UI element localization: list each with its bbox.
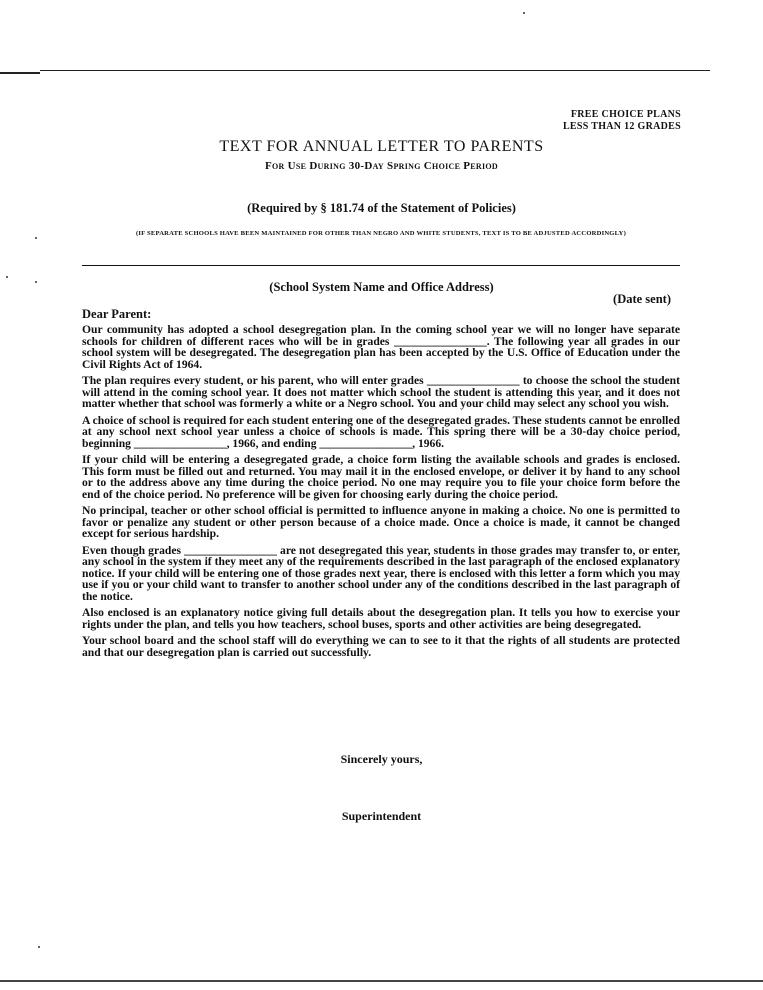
date-sent: (Date sent) xyxy=(613,292,671,306)
scan-edge-top xyxy=(0,72,40,74)
document-title: TEXT FOR ANNUAL LETTER TO PARENTS xyxy=(219,138,544,155)
signature-title: Superintendent xyxy=(341,809,422,823)
horizontal-rule xyxy=(82,265,680,266)
paragraph-6: Even though grades ________________ are not desegregated this year, students in those grades may transfer to, or enter, any school in the system if they meet any of the requirements described in the last paragraph of the enclosed explanatory notice. If your child will be entering one of those grades next year, there is enclosed with this letter a form which you may use if you or your child want to transfer to another school under any of the conditions described in the last paragraph of the notice. xyxy=(82,543,680,603)
scan-speck xyxy=(6,276,8,278)
required-note: (Required by § 181.74 of the Statement of Policies) xyxy=(247,201,516,215)
school-system-name: (School System Name and Office Address) xyxy=(269,280,494,294)
plan-type-line-1: FREE CHOICE PLANS xyxy=(570,109,681,120)
paragraph-7: Also enclosed is an explanatory notice giving full details about the desegregation plan. It tells you how to exercise your rights under the plan, and tells you how teachers, school buses, sports and other activities are being desegregated. xyxy=(82,606,680,631)
plan-type-line-2: LESS THAN 12 GRADES xyxy=(562,121,681,132)
plan-type-header xyxy=(563,109,681,133)
scan-speck xyxy=(35,237,37,239)
closing: Sincerely yours, xyxy=(340,752,423,766)
scan-speck xyxy=(38,946,40,948)
scan-line-bottom xyxy=(0,980,763,982)
document-subtitle: For Use During 30-Day Spring Choice Period xyxy=(264,160,499,172)
paragraph-2: The plan requires every student, or his parent, who will enter grades ________________ to choose the school the student will attend in the coming school year. It does not matter which school the student is attending this year, and it does not matter whether that school was formerly a white or a Negro school. You and your child may select any school you wish. xyxy=(82,374,680,410)
paragraph-4: If your child will be entering a desegregated grade, a choice form listing the available schools and grades is enclosed. This form must be filled out and returned. You may mail it in the enclosed envelope, or deliver it by hand to any school or to the address above any time during the choice period. No one may require you to file your choice form before the end of the choice period. No preference will be given for choosing early during the choice period. xyxy=(82,453,680,501)
scan-line-top xyxy=(40,70,710,71)
paragraph-5: No principal, teacher or other school official is permitted to influence anyone in making a choice. No one is permitted to favor or penalize any student or other person because of a choice made. Once a choice is made, it cannot be changed except for serious hardship. xyxy=(82,504,680,540)
paragraph-8: Your school board and the school staff will do everything we can to see to it that the rights of all students are protected and that our desegregation plan is carried out successfully. xyxy=(82,634,680,659)
salutation: Dear Parent: xyxy=(82,307,152,321)
paragraph-1: Our community has adopted a school desegregation plan. In the coming school year we will no longer have separate schools for children of different races who will be in grades ________________. The following year all grades in our school system will be desegregated. The desegregation plan has been accepted by the U.S. Office of Education under the Civil Rights Act of 1964. xyxy=(82,323,680,371)
adjustment-note: (IF SEPARATE SCHOOLS HAVE BEEN MAINTAINED FOR OTHER THAN NEGRO AND WHITE STUDENTS, TEXT IS TO BE ADJUSTED ACCORDINGLY) xyxy=(136,230,626,237)
paragraph-3: A choice of school is required for each student entering one of the desegregated grades. These students cannot be enrolled at any school next school year unless a choice of schools is made. This spring there will be a 30-day choice period, beginning ________________, 1966, and ending ________________, 1966. xyxy=(82,413,680,450)
letter-body xyxy=(82,324,680,663)
scan-speck xyxy=(523,12,525,14)
